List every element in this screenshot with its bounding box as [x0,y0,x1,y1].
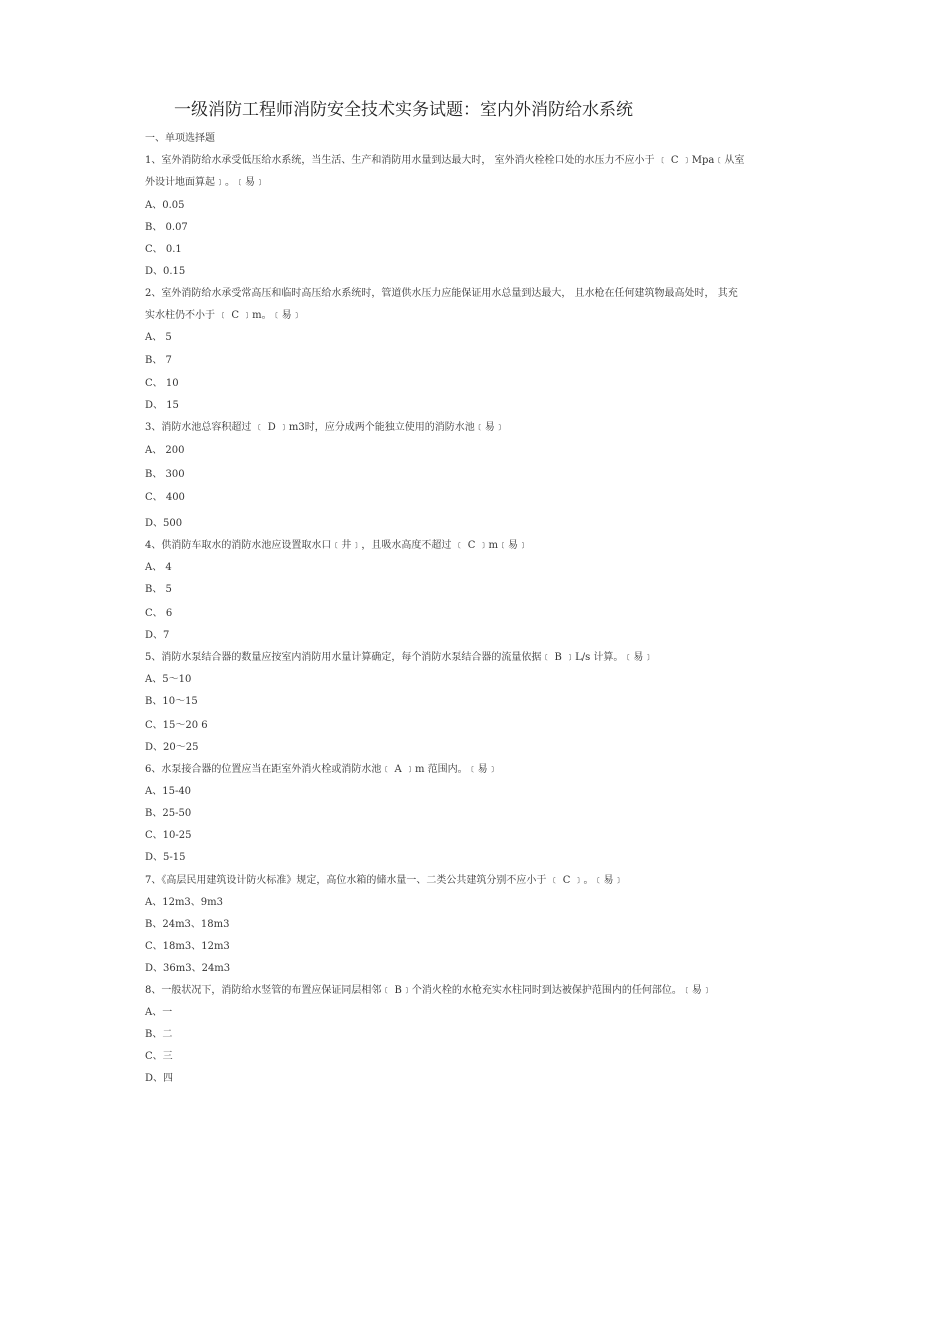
question-7-option-b: B、24m3、18m3 [145,919,230,930]
question-8-option-a: A、一 [145,1007,173,1018]
question-5-option-a: A、5～10 [145,674,192,685]
question-5-option-b: B、10～15 [145,696,198,707]
question-8-option-c: C、三 [145,1051,173,1062]
question-5-option-c: C、15～20 6 [145,720,208,731]
question-1-option-a: A、0.05 [145,200,185,211]
question-7-option-a: A、12m3、9m3 [145,897,223,908]
question-5-line-1: 5、消防水泵结合器的数量应按室内消防用水量计算确定，每个消防水泵结合器的流量依据﹝ B ﹞L/s 计算。﹝易﹞ [145,652,654,663]
question-3-line-1: 3、消防水池总容积超过 ﹝ D ﹞m3时，应分成两个能独立使用的消防水池﹝易﹞ [145,422,505,433]
question-2-option-d: D、 15 [145,400,179,411]
question-6-option-a: A、15-40 [145,786,192,797]
question-3-option-b: B、 300 [145,469,185,480]
section-heading: 一、单项选择题 [145,133,215,144]
question-7-option-d: D、36m3、24m3 [145,963,231,974]
document-title: 一级消防工程师消防安全技术实务试题：室内外消防给水系统 [174,100,633,120]
question-3-option-d: D、500 [145,518,183,529]
question-1-option-c: C、 0.1 [145,244,182,255]
question-7-line-1: 7、《高层民用建筑设计防火标准》规定，高位水箱的储水量一、二类公共建筑分别不应小于 ﹝ C ﹞。﹝易﹞ [145,875,624,886]
question-2-option-c: C、 10 [145,378,179,389]
question-3-option-a: A、 200 [145,445,185,456]
question-4-line-1: 4、供消防车取水的消防水池应设置取水口﹝井﹞，且吸水高度不超过 ﹝ C ﹞m﹝易﹞ [145,540,529,551]
question-1-option-b: B、 0.07 [145,222,188,233]
question-2-option-b: B、 7 [145,355,172,366]
question-2-option-a: A、 5 [145,332,172,343]
question-5-option-d: D、20～25 [145,742,199,753]
question-4-option-c: C、 6 [145,608,173,619]
question-4-option-a: A、 4 [145,562,172,573]
question-3-option-c: C、 400 [145,492,185,503]
question-7-option-c: C、18m3、12m3 [145,941,230,952]
question-4-option-b: B、 5 [145,584,172,595]
question-8-option-b: B、二 [145,1029,173,1040]
question-4-option-d: D、7 [145,630,170,641]
question-6-line-1: 6、水泵接合器的位置应当在距室外消火栓或消防水池﹝ A ﹞m 范围内。﹝易﹞ [145,764,498,775]
question-8-line-1: 8、一般状况下，消防给水竖管的布置应保证同层相邻﹝ B﹞个消火栓的水枪充实水柱同时到达被保护范围内的任何部位。﹝易﹞ [145,985,712,996]
question-2-line-1: 2、室外消防给水承受常高压和临时高压给水系统时，管道供水压力应能保证用水总量到达最大， 且水枪在任何建筑物最高处时， 其充 [145,288,738,299]
question-2-line-2: 实水柱仍不小于 ﹝ C ﹞m。﹝易﹞ [145,310,302,321]
question-6-option-c: C、10-25 [145,830,192,841]
question-6-option-b: B、25-50 [145,808,192,819]
question-1-line-2: 外设计地面算起﹞。﹝易﹞ [145,177,265,188]
question-6-option-d: D、5-15 [145,852,186,863]
question-1-line-1: 1、室外消防给水承受低压给水系统，当生活、生产和消防用水量到达最大时， 室外消火栓栓口处的水压力不应小于 ﹝ C ﹞Mpa﹝从室 [145,155,745,166]
question-1-option-d: D、0.15 [145,266,186,277]
question-8-option-d: D、四 [145,1073,174,1084]
